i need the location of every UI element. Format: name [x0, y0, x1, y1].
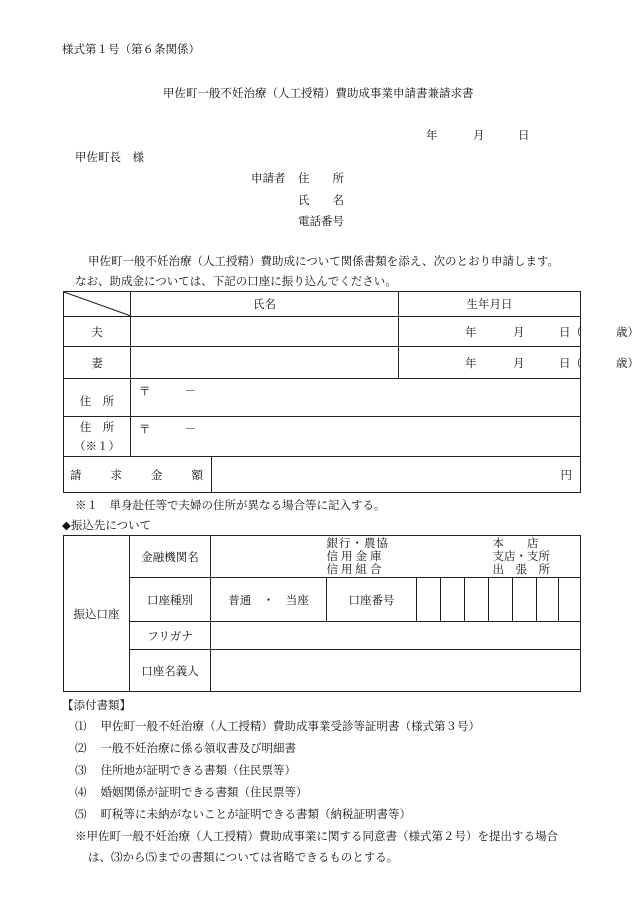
attachment-item	[75, 806, 411, 822]
account-holder-label: 口座名義人	[130, 650, 211, 692]
applicant-name-label: 氏 名	[298, 193, 344, 207]
birth-age-label: 歳）	[616, 355, 639, 370]
account-type-label: 口座種別	[130, 578, 211, 622]
attachment-item	[75, 784, 308, 800]
wife-birth-field[interactable]	[399, 347, 639, 379]
attachments-note-line-2: は、⑶から⑸までの書類については省略できるものとする。	[88, 850, 399, 864]
address2-row	[64, 417, 581, 457]
note-1: ※１ 単身赴任等で夫婦の住所が異なる場合等に記入する。	[75, 498, 386, 512]
husband-row	[64, 317, 581, 347]
husband-name-field[interactable]	[131, 317, 399, 347]
attachment-text: 婚姻関係が証明できる書類（住民票等）	[100, 785, 308, 799]
attachments-note-line-1: ※甲佐町一般不妊治療（人工授精）費助成事業に関する同意書（様式第２号）を提出する場合	[75, 829, 558, 843]
postal-mark: 〒	[139, 384, 151, 398]
husband-birth-field[interactable]	[399, 317, 639, 347]
inst-type-option[interactable]: 銀行・農協	[326, 536, 389, 550]
diagonal-line	[64, 292, 131, 316]
diagonal-header-cell	[64, 292, 131, 317]
birth-month-label: 月	[513, 355, 525, 370]
address2-label: 住 所	[79, 419, 115, 434]
applicant-address-label: 住 所	[298, 171, 344, 185]
address1-row	[64, 379, 581, 417]
address2-label-cell	[64, 417, 131, 457]
institution-type-options[interactable]	[327, 536, 417, 578]
attachment-item	[75, 718, 480, 734]
applicant-label: 申請者	[251, 171, 286, 185]
date-month: 月	[473, 128, 485, 142]
intro-line-2: なお、助成金については、下記の口座に振り込んでください。	[75, 274, 397, 288]
attachment-number: ⑵	[75, 741, 87, 755]
attachments-title: 【添付書類】	[62, 698, 131, 712]
account-number-label: 口座番号	[327, 578, 417, 622]
claim-amount-field[interactable]	[212, 457, 581, 493]
birth-day-label: 日（	[559, 324, 582, 339]
birth-year-label: 年	[465, 355, 477, 370]
attachment-number: ⑴	[75, 719, 87, 733]
col-birth-header: 生年月日	[399, 292, 581, 317]
furigana-label: フリガナ	[130, 622, 211, 650]
branch-type-option[interactable]: 支店・支所	[492, 549, 550, 563]
account-digit-3[interactable]	[465, 578, 489, 622]
account-digit-6[interactable]	[537, 578, 559, 622]
account-digit-4[interactable]	[489, 578, 513, 622]
claim-char: 金	[151, 467, 163, 482]
address2-field[interactable]	[131, 417, 581, 457]
wife-row	[64, 347, 581, 379]
bank-account-label: 振込口座	[64, 536, 130, 692]
attachment-text: 一般不妊治療に係る領収書及び明細書	[100, 741, 296, 755]
date-year: 年	[426, 128, 438, 142]
claim-char: 請	[70, 467, 82, 482]
attachment-number: ⑸	[75, 807, 87, 821]
attachment-text: 町税等に未納がないことが証明できる書類（納税証明書等）	[100, 807, 411, 821]
account-type-options[interactable]: 普通 ・ 当座	[211, 578, 327, 622]
applicant-phone-label: 電話番号	[298, 214, 344, 228]
claim-amount-label	[64, 457, 212, 493]
claim-char: 求	[110, 467, 122, 482]
addressee: 甲佐町長 様	[75, 150, 144, 164]
birth-age-label: 歳）	[616, 324, 639, 339]
bank-table	[63, 535, 581, 692]
attachment-item	[75, 740, 296, 756]
wife-name-field[interactable]	[131, 347, 399, 379]
branch-name-field[interactable]	[417, 536, 489, 578]
address1-field[interactable]	[131, 379, 581, 417]
address1-label: 住 所	[64, 379, 131, 417]
wife-label: 妻	[64, 347, 131, 379]
attachment-item	[75, 762, 296, 778]
account-digit-2[interactable]	[441, 578, 465, 622]
institution-label: 金融機関名	[130, 536, 211, 578]
husband-label: 夫	[64, 317, 131, 347]
attachment-number: ⑶	[75, 763, 87, 777]
birth-month-label: 月	[513, 324, 525, 339]
col-name-header: 氏名	[131, 292, 399, 317]
birth-year-label: 年	[465, 324, 477, 339]
claim-row	[64, 457, 581, 493]
postal-dash: －	[184, 384, 196, 398]
form-number: 様式第１号（第６条関係）	[62, 42, 200, 56]
branch-type-option[interactable]: 出 張 所	[492, 562, 550, 576]
institution-name-field[interactable]	[211, 536, 327, 578]
attachment-number: ⑷	[75, 785, 87, 799]
inst-type-option[interactable]: 信用金庫	[326, 549, 385, 563]
postal-mark: 〒	[139, 422, 151, 436]
address2-note: （※１）	[74, 438, 120, 453]
furigana-field[interactable]	[211, 622, 581, 650]
intro-line-1: 甲佐町一般不妊治療（人工授精）費助成について関係書類を添え、次のとおり申請します。	[88, 254, 560, 268]
account-digit-1[interactable]	[417, 578, 441, 622]
attachment-text: 住所地が証明できる書類（住民票等）	[100, 763, 296, 777]
birth-day-label: 日（	[559, 355, 582, 370]
yen-unit: 円	[560, 467, 572, 482]
claim-char: 額	[191, 467, 203, 482]
branch-type-option[interactable]: 本 店	[492, 536, 539, 550]
date-day: 日	[518, 128, 530, 142]
document-title: 甲佐町一般不妊治療（人工授精）費助成事業申請書兼請求書	[163, 86, 474, 100]
account-holder-field[interactable]	[211, 650, 581, 692]
inst-type-option[interactable]: 信用組合	[326, 562, 385, 576]
bank-section-title: ◆振込先について	[62, 518, 152, 532]
applicant-table	[63, 291, 639, 493]
account-digit-7[interactable]	[559, 578, 581, 622]
branch-type-options[interactable]	[489, 536, 581, 578]
account-digit-5[interactable]	[513, 578, 537, 622]
attachment-text: 甲佐町一般不妊治療（人工授精）費助成事業受診等証明書（様式第３号）	[100, 719, 480, 733]
postal-dash: －	[184, 422, 196, 436]
